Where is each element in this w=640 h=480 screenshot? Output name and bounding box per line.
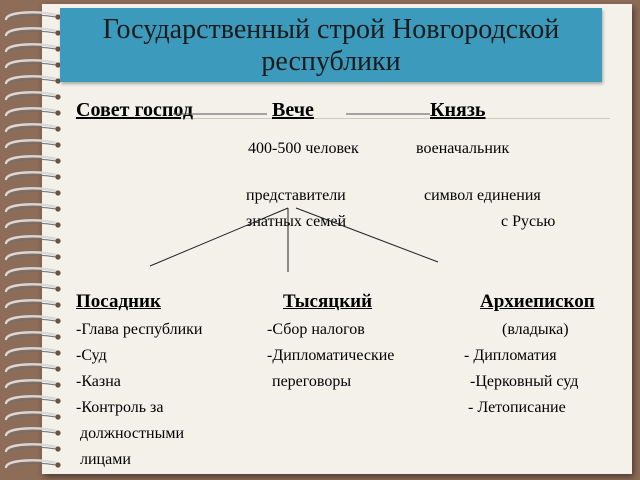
tysyatsky-duty: переговоры (272, 373, 352, 390)
prince-label: Князь (430, 99, 486, 121)
veche-label: Вече (272, 99, 314, 121)
prince-symbol-line1: символ единения (424, 187, 541, 204)
archbishop-duty: - Дипломатия (464, 347, 557, 364)
posadnik-duty: -Казна (76, 373, 121, 390)
posadnik-duty: -Глава республики (76, 321, 203, 338)
prince-role: военачальник (416, 140, 510, 157)
tysyatsky-duty: -Дипломатические (267, 347, 395, 364)
veche-count: 400-500 человек (248, 140, 359, 157)
archbishop-duty: - Летописание (468, 399, 566, 416)
archbishop-title: Архиепископ (480, 291, 595, 312)
veche-members-line1: представители (246, 187, 346, 204)
posadnik-duty: -Контроль за (76, 399, 164, 416)
page-title: Государственный строй Новгородской республики (102, 14, 560, 77)
tysyatsky-title: Тысяцкий (283, 291, 373, 312)
posadnik-duty: должностными (80, 425, 185, 442)
prince-symbol-line2: с Русью (501, 213, 556, 230)
archbishop-subtitle: (владыка) (502, 321, 569, 338)
posadnik-duty: -Суд (76, 347, 107, 364)
posadnik-title: Посадник (76, 291, 161, 312)
council-label: Совет господ (76, 99, 193, 121)
archbishop-duty: -Церковный суд (470, 373, 579, 390)
tysyatsky-duty: -Сбор налогов (267, 321, 365, 338)
posadnik-duty: лицами (80, 451, 131, 468)
veche-members-line2: знатных семей (246, 213, 347, 230)
